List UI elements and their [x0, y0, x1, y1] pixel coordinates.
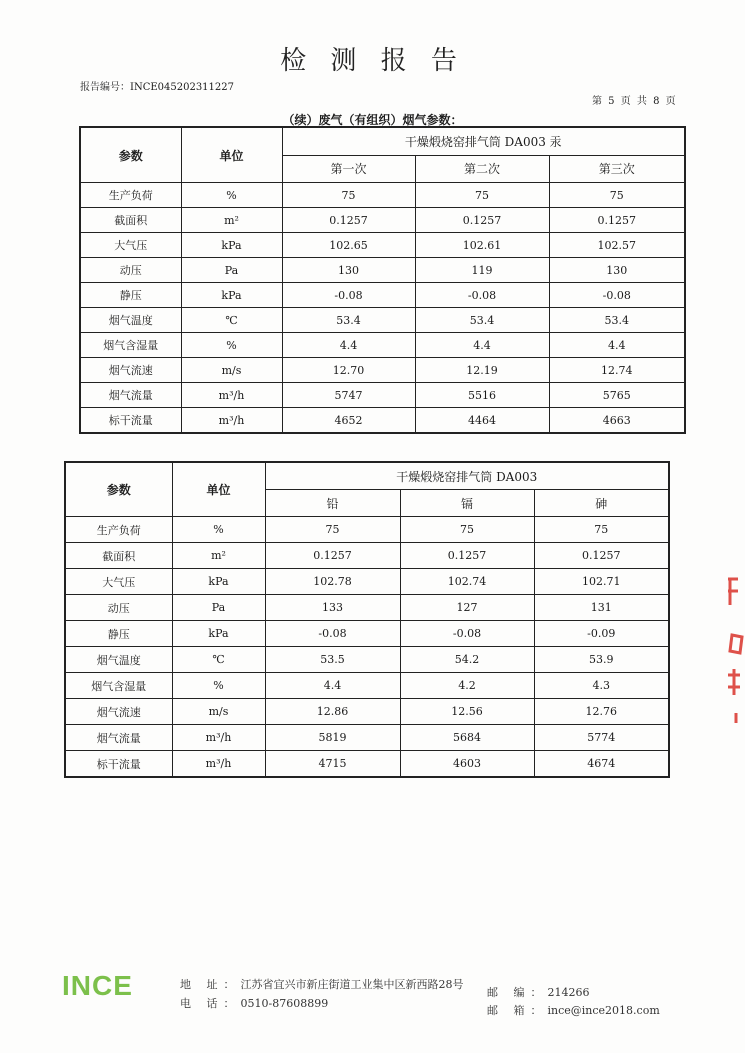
value-cell: 75	[549, 183, 685, 208]
footer-phone: 电 话：0510-87608899	[180, 997, 329, 1010]
unit-cell: %	[181, 183, 282, 208]
param-cell: 生产负荷	[65, 517, 172, 543]
header-unit: 单位	[172, 462, 265, 517]
value-cell: 131	[534, 595, 669, 621]
subheader-1: 第一次	[282, 155, 415, 183]
table-row	[80, 208, 685, 233]
table-row	[65, 517, 669, 543]
param-cell: 生产负荷	[80, 183, 181, 208]
document-title: 检 测 报 告	[280, 46, 465, 76]
unit-cell: m³/h	[181, 408, 282, 434]
param-cell: 截面积	[80, 208, 181, 233]
param-cell: 静压	[80, 283, 181, 308]
table-row	[80, 258, 685, 283]
table-row	[80, 383, 685, 408]
value-cell: 4.4	[282, 333, 415, 358]
value-cell: 12.70	[282, 358, 415, 383]
param-cell: 标干流量	[80, 408, 181, 434]
value-cell: 12.56	[400, 699, 534, 725]
value-cell: 133	[265, 595, 400, 621]
param-cell: 大气压	[80, 233, 181, 258]
value-cell: 53.4	[282, 308, 415, 333]
unit-cell: %	[172, 673, 265, 699]
flue-gas-table-metals	[64, 461, 670, 778]
table-row	[65, 569, 669, 595]
footer-email: 邮 箱：ince@ince2018.com	[487, 1004, 660, 1017]
value-cell: 4464	[415, 408, 549, 434]
table-row	[65, 621, 669, 647]
value-cell: 0.1257	[549, 208, 685, 233]
value-cell: -0.08	[415, 283, 549, 308]
value-cell: 102.57	[549, 233, 685, 258]
footer-postcode: 邮 编：214266	[487, 986, 590, 999]
subheader-2: 镉	[400, 490, 534, 517]
value-cell: -0.08	[282, 283, 415, 308]
value-cell: 75	[534, 517, 669, 543]
subheader-3: 砷	[534, 490, 669, 517]
report-number: 报告编号：INCE045202311227	[80, 82, 234, 93]
svg-text:INCE: INCE	[62, 970, 133, 1000]
ince-logo	[62, 970, 152, 1000]
table-row	[65, 751, 669, 778]
header-source: 干燥煅烧窑排气筒 DA003 汞	[282, 127, 685, 155]
unit-cell: m/s	[181, 358, 282, 383]
param-cell: 动压	[65, 595, 172, 621]
param-cell: 烟气流速	[65, 699, 172, 725]
header-param: 参数	[80, 127, 181, 183]
value-cell: 5516	[415, 383, 549, 408]
table-row	[80, 333, 685, 358]
page-number: 第 5 页 共 8 页	[592, 96, 676, 107]
header-unit: 单位	[181, 127, 282, 183]
value-cell: 0.1257	[400, 543, 534, 569]
value-cell: 75	[265, 517, 400, 543]
param-cell: 烟气含湿量	[65, 673, 172, 699]
value-cell: 102.65	[282, 233, 415, 258]
unit-cell: ℃	[172, 647, 265, 673]
value-cell: 12.86	[265, 699, 400, 725]
table-row	[80, 408, 685, 434]
value-cell: 127	[400, 595, 534, 621]
value-cell: 102.74	[400, 569, 534, 595]
table-row	[65, 543, 669, 569]
value-cell: 5765	[549, 383, 685, 408]
table-row	[80, 183, 685, 208]
official-seal-stamp	[724, 575, 745, 725]
unit-cell: m/s	[172, 699, 265, 725]
value-cell: 12.76	[534, 699, 669, 725]
subheader-2: 第二次	[415, 155, 549, 183]
value-cell: 75	[415, 183, 549, 208]
footer-address: 地 址：江苏省宜兴市新庄街道工业集中区新西路28号	[180, 978, 464, 991]
param-cell: 烟气流量	[80, 383, 181, 408]
subheader-3: 第三次	[549, 155, 685, 183]
value-cell: -0.08	[400, 621, 534, 647]
value-cell: 4.3	[534, 673, 669, 699]
value-cell: 5684	[400, 725, 534, 751]
table-row	[80, 308, 685, 333]
unit-cell: kPa	[172, 621, 265, 647]
subheader-1: 铅	[265, 490, 400, 517]
value-cell: 102.71	[534, 569, 669, 595]
param-cell: 烟气流量	[65, 725, 172, 751]
table-row	[65, 595, 669, 621]
value-cell: 53.4	[415, 308, 549, 333]
value-cell: 130	[282, 258, 415, 283]
value-cell: 0.1257	[282, 208, 415, 233]
table-row	[65, 647, 669, 673]
value-cell: 0.1257	[415, 208, 549, 233]
unit-cell: kPa	[172, 569, 265, 595]
table-row	[80, 283, 685, 308]
table-row	[65, 699, 669, 725]
param-cell: 动压	[80, 258, 181, 283]
value-cell: 4674	[534, 751, 669, 778]
param-cell: 标干流量	[65, 751, 172, 778]
unit-cell: kPa	[181, 233, 282, 258]
value-cell: 4.2	[400, 673, 534, 699]
unit-cell: %	[172, 517, 265, 543]
value-cell: 5747	[282, 383, 415, 408]
unit-cell: m³/h	[172, 725, 265, 751]
unit-cell: kPa	[181, 283, 282, 308]
value-cell: 130	[549, 258, 685, 283]
value-cell: 119	[415, 258, 549, 283]
param-cell: 烟气流速	[80, 358, 181, 383]
value-cell: -0.08	[265, 621, 400, 647]
value-cell: 4663	[549, 408, 685, 434]
value-cell: 53.5	[265, 647, 400, 673]
value-cell: 0.1257	[265, 543, 400, 569]
unit-cell: m²	[172, 543, 265, 569]
value-cell: 53.4	[549, 308, 685, 333]
unit-cell: ℃	[181, 308, 282, 333]
value-cell: 75	[282, 183, 415, 208]
flue-gas-table-mercury	[79, 126, 686, 434]
unit-cell: %	[181, 333, 282, 358]
value-cell: 4.4	[265, 673, 400, 699]
table-row	[80, 358, 685, 383]
param-cell: 烟气温度	[80, 308, 181, 333]
header-source: 干燥煅烧窑排气筒 DA003	[265, 462, 669, 490]
unit-cell: Pa	[172, 595, 265, 621]
value-cell: 5819	[265, 725, 400, 751]
value-cell: 4603	[400, 751, 534, 778]
param-cell: 静压	[65, 621, 172, 647]
param-cell: 大气压	[65, 569, 172, 595]
value-cell: 102.61	[415, 233, 549, 258]
unit-cell: m³/h	[181, 383, 282, 408]
value-cell: 12.74	[549, 358, 685, 383]
value-cell: 4715	[265, 751, 400, 778]
table-row	[65, 725, 669, 751]
param-cell: 截面积	[65, 543, 172, 569]
value-cell: 102.78	[265, 569, 400, 595]
header-param: 参数	[65, 462, 172, 517]
value-cell: 4652	[282, 408, 415, 434]
param-cell: 烟气含湿量	[80, 333, 181, 358]
value-cell: 75	[400, 517, 534, 543]
value-cell: 4.4	[415, 333, 549, 358]
table-row	[65, 673, 669, 699]
param-cell: 烟气温度	[65, 647, 172, 673]
value-cell: 12.19	[415, 358, 549, 383]
value-cell: 54.2	[400, 647, 534, 673]
value-cell: -0.08	[549, 283, 685, 308]
table-row	[80, 233, 685, 258]
value-cell: -0.09	[534, 621, 669, 647]
value-cell: 0.1257	[534, 543, 669, 569]
unit-cell: Pa	[181, 258, 282, 283]
unit-cell: m³/h	[172, 751, 265, 778]
value-cell: 4.4	[549, 333, 685, 358]
value-cell: 53.9	[534, 647, 669, 673]
section-title: （续）废气（有组织）烟气参数：	[282, 113, 463, 127]
unit-cell: m²	[181, 208, 282, 233]
value-cell: 5774	[534, 725, 669, 751]
